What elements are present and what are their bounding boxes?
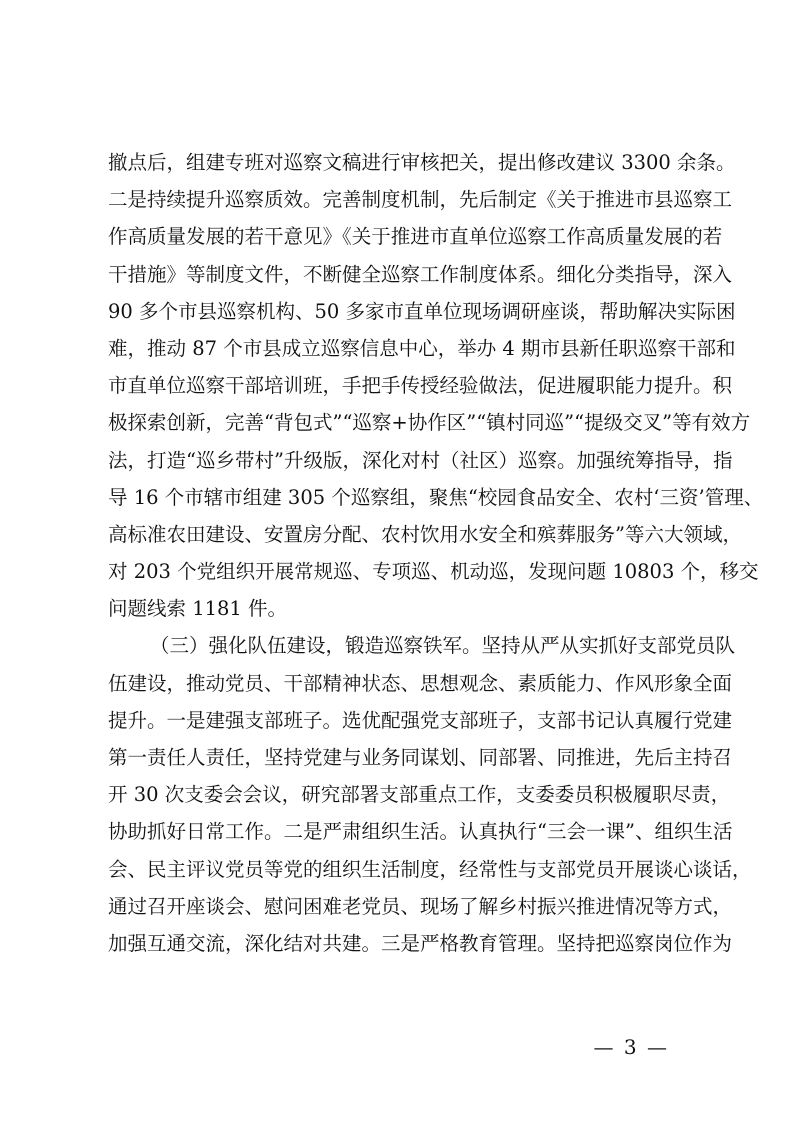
text-line: 法，打造“巡乡带村”升级版，深化对村（社区）巡察。加强统筹指导，指	[108, 448, 733, 472]
text-line: 问题线索 1181 件。	[108, 597, 288, 621]
text-line: 干措施》等制度文件，不断健全巡察工作制度体系。细化分类指导，深入	[108, 262, 733, 286]
text-line: 加强互通交流，深化结对共建。三是严格教育管理。坚持把巡察岗位作为	[108, 931, 733, 955]
text-line: 二是持续提升巡察质效。完善制度机制，先后制定《关于推进市县巡察工	[108, 188, 733, 212]
text-line: 导 16 个市辖市组建 305 个巡察组，聚焦“校园食品安全、农村‘三资’管理、	[108, 485, 764, 509]
text-line: 伍建设，推动党员、干部精神状态、思想观念、素质能力、作风形象全面	[108, 671, 733, 695]
text-line: 会、民主评议党员等党的组织生活制度，经常性与支部党员开展谈心谈话，	[108, 857, 752, 881]
text-line: 撤点后，组建专班对巡察文稿进行审核把关，提出修改建议 3300 余条。	[108, 151, 736, 174]
text-line: 难，推动 87 个市县成立巡察信息中心，举办 4 期市县新任职巡察干部和	[108, 336, 736, 360]
text-line: 作高质量发展的若干意见》《关于推进市直单位巡察工作高质量发展的若	[108, 225, 723, 249]
text-line: 对 203 个党组织开展常规巡、专项巡、机动巡，发现问题 10803 个，移交	[108, 560, 759, 584]
text-line: 开 30 次支委会会议，研究部署支部重点工作，支委委员积极履职尽责，	[108, 783, 731, 807]
text-line: 第一责任人责任，坚持党建与业务同谋划、同部署、同推进，先后主持召	[108, 746, 733, 769]
body-text	[108, 144, 764, 962]
text-line: 提升。一是建强支部班子。选优配强党支部班子，支部书记认真履行党建	[108, 708, 733, 732]
section-heading-line: （三）强化队伍建设，锻造巡察铁军。坚持从严从实抓好支部党员队	[150, 634, 736, 658]
page-number: — 3 —	[593, 1035, 669, 1059]
text-line: 90 多个市县巡察机构、50 多家市直单位现场调研座谈，帮助解决实际困	[108, 299, 736, 323]
text-line: 高标准农田建设、安置房分配、农村饮用水安全和殡葬服务”等六大领域，	[108, 522, 742, 546]
text-line: 极探索创新，完善“背包式”“巡察+协作区”“镇村同巡”“提级交叉”等有效方	[108, 411, 751, 435]
text-line: 通过召开座谈会、慰问困难老党员、现场了解乡村振兴推进情况等方式，	[108, 894, 733, 918]
text-line: 协助抓好日常工作。二是严肃组织生活。认真执行“三会一课”、组织生活	[108, 820, 733, 844]
text-line: 市直单位巡察干部培训班，手把手传授经验做法，促进履职能力提升。积	[108, 374, 733, 398]
